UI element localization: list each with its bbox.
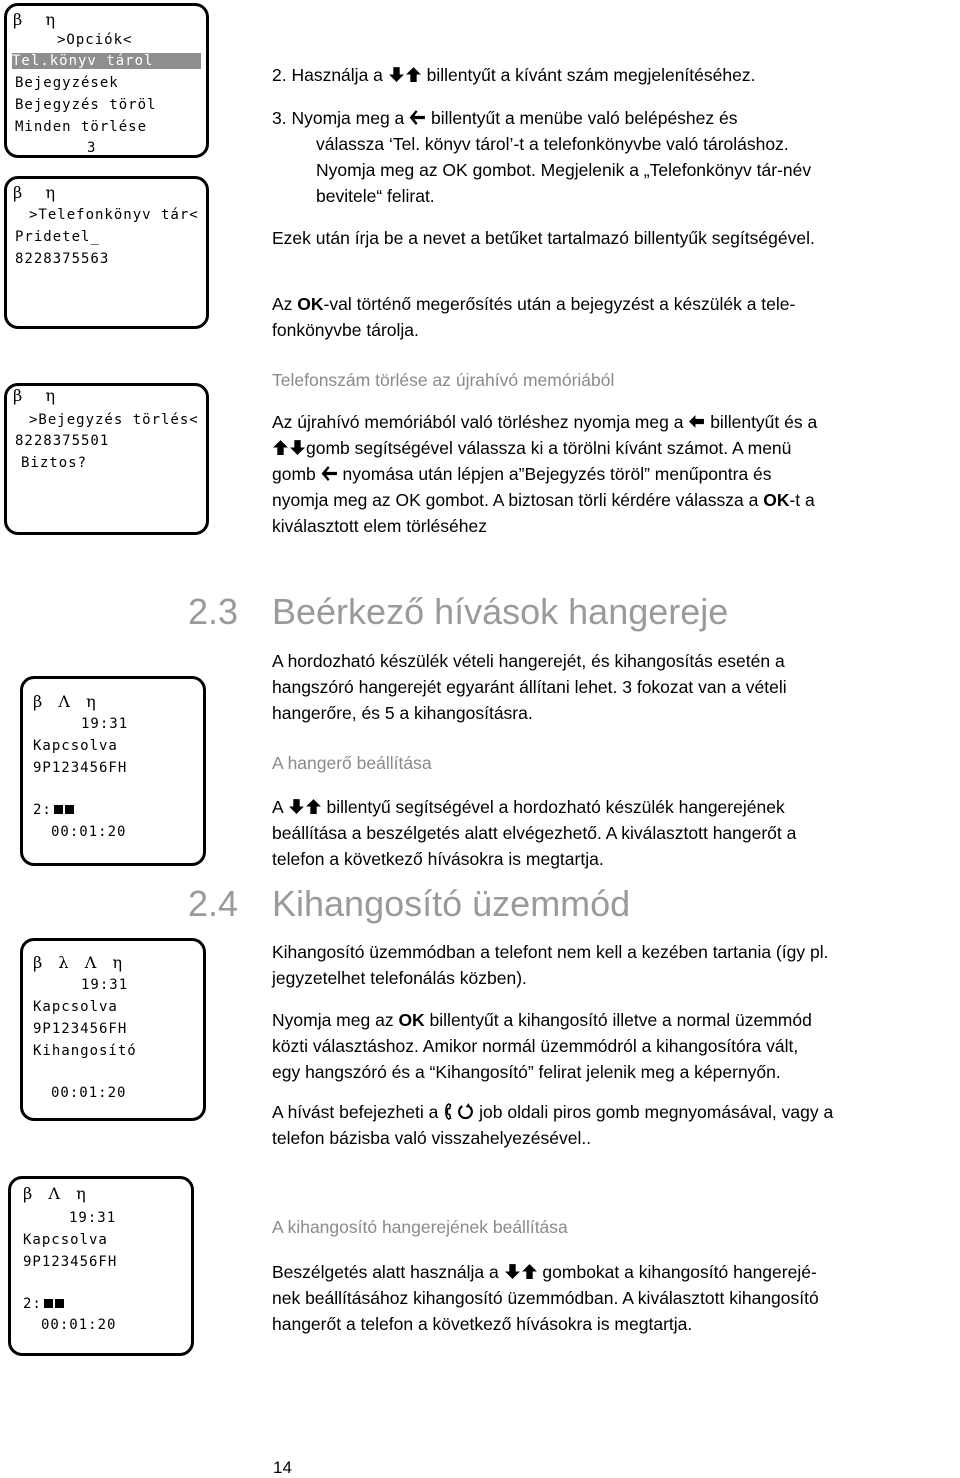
volume-intro-1: A hordozható készülék vételi hangerejét, és kihangosítás esetén a	[272, 651, 785, 671]
volume-intro-2: hangszóró hangerejét egyaránt állítani lehet. 3 fokozat van a vételi	[272, 677, 787, 697]
section-title-handsfree: Kihangosító üzemmód	[272, 883, 631, 924]
clock: 19:31	[81, 716, 129, 732]
arrow-down-icon	[504, 1263, 521, 1280]
call-status: Kapcsolva	[33, 738, 118, 754]
call-duration: 00:01:20	[41, 1317, 117, 1333]
display-delete-entry	[4, 383, 209, 535]
step-3-line2: válassza ‘Tel. könyv tárol’-t a telefonkönyvbe való tároláshoz.	[316, 134, 789, 154]
handsfree-4: közti választáshoz. Amikor normál üzemmódról a kihangosítóra vált,	[272, 1036, 799, 1056]
handsfree-label: Kihangosító	[33, 1043, 137, 1059]
handsfree-2: jegyzetelhet telefonálás közben).	[272, 968, 527, 988]
volume-bar	[65, 805, 74, 814]
hf-volume-3: hangerőt a telefon a következő hívásokra is megtartja.	[272, 1314, 693, 1334]
status-icons: β η	[13, 183, 58, 202]
display-call-volume	[20, 676, 206, 866]
status-icons: β η	[13, 10, 58, 29]
status-icons: β Λ η	[23, 1184, 88, 1203]
paragraph-confirm-line2: fonkönyvbe tárolja.	[272, 320, 419, 340]
menu-item: Minden törlése	[15, 119, 148, 135]
arrow-left-icon	[409, 109, 426, 126]
arrow-down-icon	[388, 66, 405, 83]
screen-title: >Bejegyzés törlés<	[29, 412, 199, 428]
status-icons: β Λ η	[33, 692, 98, 711]
status-icons: β η	[13, 386, 58, 405]
heading-handsfree-volume: A kihangosító hangerejének beállítása	[272, 1217, 568, 1237]
handsfree-5: egy hangszóró és a “Kihangosító” felirat jelenik meg a képernyőn.	[272, 1062, 781, 1082]
paragraph-name-entry: Ezek után írja be a nevet a betűket tartalmazó billentyűk segítségével.	[272, 228, 815, 248]
delete-line2: gomb segítségével válassza ki a törölni kívánt számot. A menü	[272, 436, 791, 462]
screen-title: >Telefonkönyv tár<	[29, 207, 199, 223]
handsfree-7: telefon bázisba való visszahelyezésével..	[272, 1128, 592, 1148]
power-cycle-icon	[457, 1103, 474, 1120]
menu-item: Bejegyzések	[15, 75, 119, 91]
section-number-2-4: 2.4	[188, 883, 239, 924]
volume-level: 2:	[33, 802, 74, 818]
caller-number: 9P123456FH	[33, 1021, 128, 1037]
step-3: 3. Nyomja meg a billentyűt a menübe való belépéshez és	[272, 108, 738, 128]
arrow-left-icon	[321, 465, 338, 482]
number-entry: 8228375501	[15, 433, 110, 449]
arrow-up-icon	[272, 439, 289, 456]
arrow-up-icon	[305, 798, 322, 815]
page-number: 14	[273, 1458, 292, 1477]
step-3-line4: bevitele“ felirat.	[316, 186, 435, 206]
delete-line3: gomb nyomása után lépjen a”Bejegyzés töröl” menűpontra és	[272, 464, 772, 484]
step-2: 2. Használja a billentyűt a kívánt szám megjelenítéséhez.	[272, 65, 756, 85]
hf-volume-2: nek beállításához kihangosító üzemmódban. A kiválasztott kihangosító	[272, 1288, 819, 1308]
menu-page-number: 3	[87, 140, 97, 156]
volume-intro-3: hangerőre, és 5 a kihangosításra.	[272, 703, 533, 723]
clock: 19:31	[81, 977, 129, 993]
handsfree-3: Nyomja meg az OK billentyűt a kihangosító illetve a normal üzemmód	[272, 1010, 812, 1030]
volume-setting-3: telefon a következő hívásokra is megtartja.	[272, 849, 604, 869]
display-handsfree	[20, 938, 206, 1121]
menu-item: Bejegyzés töröl	[15, 97, 157, 113]
call-duration: 00:01:20	[51, 1085, 127, 1101]
heading-delete-redial: Telefonszám törlése az újrahívó memóriából	[272, 370, 615, 390]
caller-number: 9P123456FH	[23, 1254, 118, 1270]
paragraph-confirm: Az OK-val történő megerősítés után a bejegyzést a készülék a tele-	[272, 294, 796, 314]
confirm-prompt: Biztos?	[21, 455, 88, 471]
call-status: Kapcsolva	[23, 1232, 108, 1248]
handsfree-6: A hívást befejezheti a job oldali piros gomb megnyomásával, vagy a	[272, 1102, 834, 1122]
caller-number: 9P123456FH	[33, 760, 128, 776]
display-phonebook-store	[4, 176, 209, 329]
delete-line1: Az újrahívó memóriából való törléshez nyomja meg a billentyűt és a	[272, 412, 818, 432]
clock: 19:31	[69, 1210, 117, 1226]
arrow-down-icon	[288, 798, 305, 815]
name-entry: Pridetel_	[15, 229, 100, 245]
volume-setting-2: beállítása a beszélgetés alatt elvégezhető. A kiválasztott hangerőt a	[272, 823, 797, 843]
arrow-down-icon	[289, 439, 306, 456]
delete-line4: nyomja meg az OK gombot. A biztosan törli kérdére válassza a OK-t a	[272, 490, 815, 510]
status-icons: β λ Λ η	[33, 953, 125, 972]
volume-level: 2:	[23, 1296, 64, 1312]
number-entry: 8228375563	[15, 251, 110, 267]
display-options-menu	[4, 3, 209, 158]
hf-volume-1: Beszélgetés alatt használja a gombokat a kihangosító hangerejé-	[272, 1262, 817, 1282]
arrow-left-small-icon	[688, 413, 705, 430]
delete-line5: kiválasztott elem törléséhez	[272, 516, 487, 536]
arrow-up-icon	[405, 66, 422, 83]
handsfree-1: Kihangosító üzemmódban a telefont nem kell a kezében tartania (így pl.	[272, 942, 829, 962]
call-status: Kapcsolva	[33, 999, 118, 1015]
arrow-up-icon	[521, 1263, 538, 1280]
phone-handset-icon	[443, 1103, 457, 1120]
menu-title: >Opciók<	[57, 32, 133, 48]
heading-volume-setting: A hangerő beállítása	[272, 753, 432, 773]
step-3-line3: Nyomja meg az OK gombot. Megjelenik a „Telefonkönyv tár-név	[316, 160, 812, 180]
call-duration: 00:01:20	[51, 824, 127, 840]
volume-setting-1: A billentyű segítségével a hordozható készülék hangerejének	[272, 797, 785, 817]
menu-item-selected: Tel.könyv tárol	[12, 53, 201, 69]
section-title-incoming-volume: Beérkező hívások hangereje	[272, 591, 729, 632]
volume-bar	[54, 805, 63, 814]
volume-bar	[44, 1299, 53, 1308]
section-number-2-3: 2.3	[188, 591, 239, 632]
volume-bar	[55, 1299, 64, 1308]
display-handsfree-volume	[8, 1176, 194, 1356]
